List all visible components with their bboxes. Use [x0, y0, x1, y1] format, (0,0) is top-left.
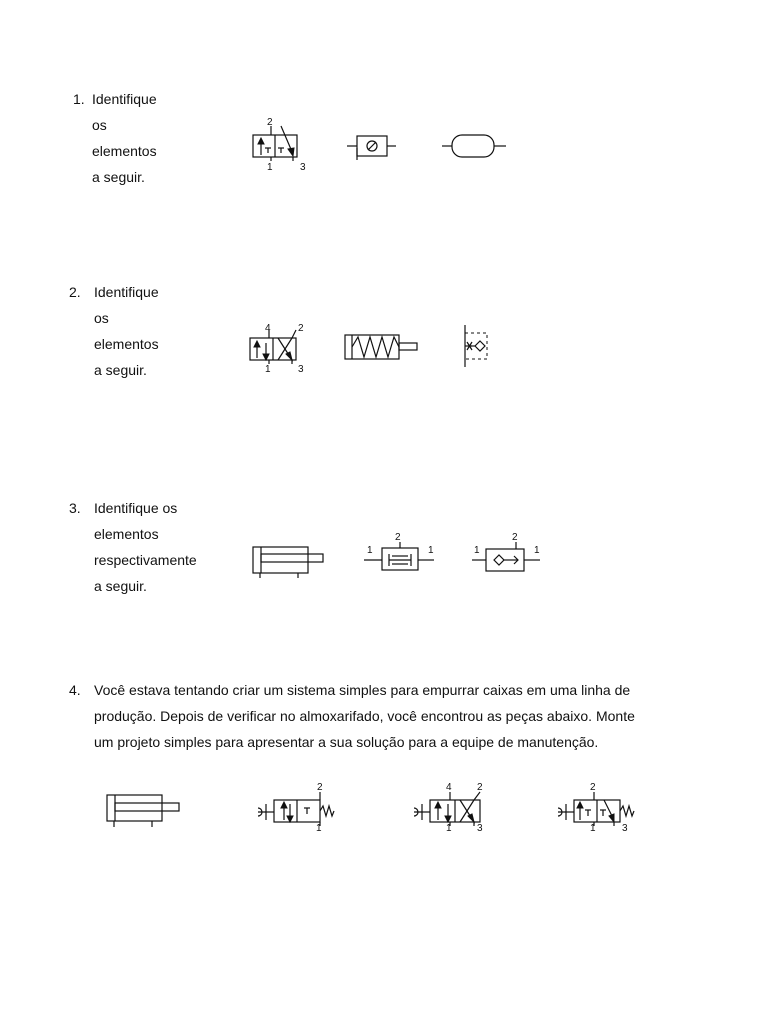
port-label-4: 4	[446, 782, 452, 793]
valve-5-2-pushbutton-symbol	[408, 778, 498, 836]
port-label-3: 3	[300, 162, 306, 173]
two-pressure-valve-symbol	[362, 528, 438, 576]
port-label-1: 1	[474, 545, 480, 556]
port-label-1: 1	[265, 364, 271, 375]
port-label-1: 1	[367, 545, 373, 556]
double-acting-cylinder-symbol	[248, 540, 332, 580]
valve-3-2-symbol	[245, 112, 315, 174]
question-number: 4.	[69, 682, 81, 698]
question-text: Identifique os elementos respectivamente a seguir.	[94, 500, 197, 594]
port-label-2: 2	[590, 782, 596, 793]
question-text-line: um projeto simples para apresentar a sua solução para a equipe de manutenção.	[94, 734, 599, 750]
port-label-2: 2	[395, 532, 401, 543]
port-label-3: 3	[298, 364, 304, 375]
port-label-1: 1	[446, 823, 452, 834]
question-text-line: produção. Depois de verificar no almoxarifado, você encontrou as peças abaixo. Monte	[94, 708, 635, 724]
port-label-1: 1	[428, 545, 434, 556]
question-number: 2.	[69, 284, 81, 300]
question-text: Identifique os elementos a seguir.	[94, 284, 159, 378]
valve-5-2-symbol	[244, 318, 314, 378]
question-text	[94, 677, 699, 755]
question-number: 1.	[73, 91, 85, 107]
port-label-2: 2	[267, 117, 273, 128]
filter-symbol	[345, 130, 400, 162]
reservoir-symbol	[440, 133, 510, 159]
port-label-3: 3	[477, 823, 483, 834]
port-label-2: 2	[512, 532, 518, 543]
port-label-1: 1	[534, 545, 540, 556]
valve-3-2-pushbutton-symbol	[252, 778, 342, 836]
question-text: Identifique os elementos a seguir.	[92, 91, 157, 185]
spring-cylinder-symbol	[342, 330, 422, 364]
question-text-line: Você estava tentando criar um sistema simples para empurrar caixas em uma linha de	[94, 682, 631, 698]
port-label-1: 1	[267, 162, 273, 173]
port-label-3: 3	[622, 823, 628, 834]
shuttle-valve-symbol	[470, 528, 546, 576]
double-acting-cylinder-symbol	[102, 790, 186, 830]
quick-exhaust-valve-symbol	[458, 323, 494, 369]
valve-3-2-spring-symbol	[552, 778, 642, 836]
port-label-2: 2	[298, 323, 304, 334]
port-label-1: 1	[590, 823, 596, 834]
port-label-4: 4	[265, 323, 271, 334]
question-number: 3.	[69, 500, 81, 516]
port-label-2: 2	[317, 782, 323, 793]
port-label-2: 2	[477, 782, 483, 793]
port-label-1: 1	[316, 823, 322, 834]
